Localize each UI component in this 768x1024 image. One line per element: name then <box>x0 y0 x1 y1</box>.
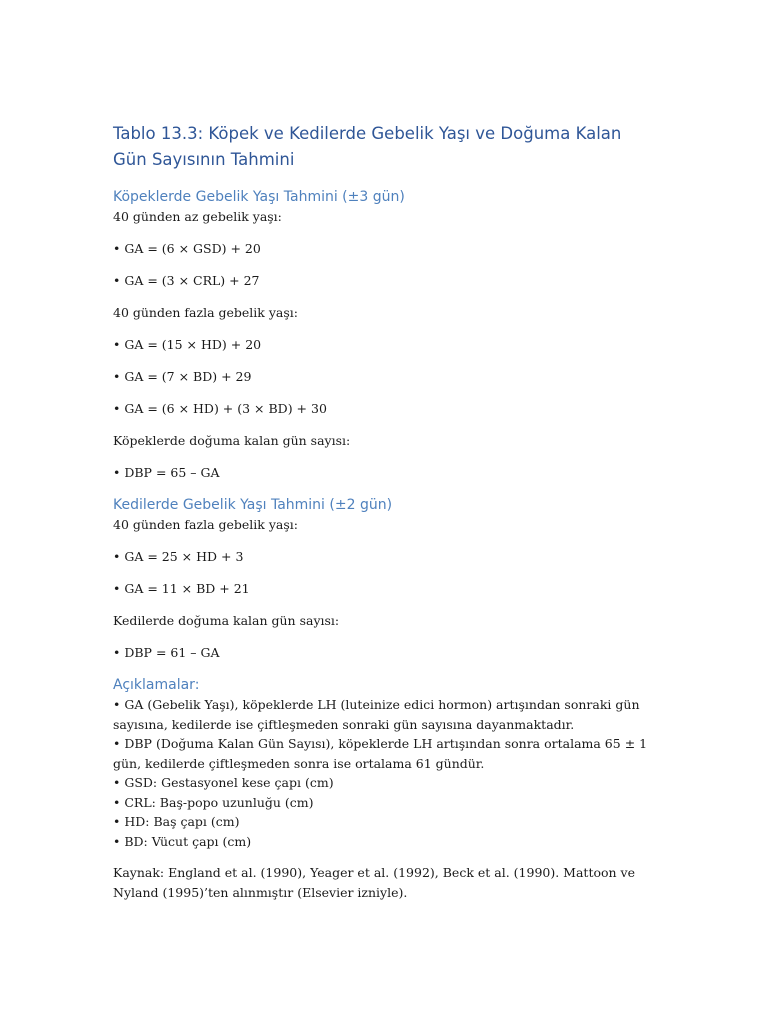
section-notes <box>113 675 653 851</box>
text-over-40-days-cats: 40 günden fazla gebelik yaşı: <box>113 517 298 532</box>
note-crl: • CRL: Baş-popo uzunluğu (cm) <box>113 794 314 810</box>
notes-list <box>113 695 653 851</box>
text-under-40-days: 40 günden az gebelik yaşı: <box>113 209 282 224</box>
note-bd: • BD: Vücut çapı (cm) <box>113 833 252 849</box>
section-dogs <box>113 187 653 483</box>
table-title: Tablo 13.3: Köpek ve Kedilerde Gebelik Yaşı ve Doğuma Kalan Gün Sayısının Tahmini <box>113 124 622 169</box>
section-heading-dogs: Köpeklerde Gebelik Yaşı Tahmini (±3 gün) <box>113 189 405 205</box>
formula-dbp-cats: • DBP = 61 – GA <box>113 645 220 660</box>
text-days-before-parturition-dogs: Köpeklerde doğuma kalan gün sayısı: <box>113 433 351 448</box>
text-days-before-parturition-cats: Kedilerde doğuma kalan gün sayısı: <box>113 613 340 628</box>
source-citation: Kaynak: England et al. (1990), Yeager et al. (1992), Beck et al. (1990). Mattoon ve Nyland (1995)’ten alınmıştır (Elsevier izniyle). <box>113 865 636 900</box>
formula-ga-bd: • GA = (7 × BD) + 29 <box>113 369 252 384</box>
formula-ga-gsd: • GA = (6 × GSD) + 20 <box>113 241 261 256</box>
formula-ga-hd-bd: • GA = (6 × HD) + (3 × BD) + 30 <box>113 401 327 416</box>
note-hd: • HD: Baş çapı (cm) <box>113 814 240 829</box>
notes-heading: Açıklamalar: <box>113 677 200 693</box>
note-gsd: • GSD: Gestasyonel kese çapı (cm) <box>113 775 334 790</box>
formula-ga-hd: • GA = (15 × HD) + 20 <box>113 337 262 352</box>
text-over-40-days: 40 günden fazla gebelik yaşı: <box>113 305 298 320</box>
section-heading-cats: Kedilerde Gebelik Yaşı Tahmini (±2 gün) <box>113 497 393 513</box>
formula-ga-hd-cats: • GA = 25 × HD + 3 <box>113 549 244 564</box>
formula-ga-bd-cats: • GA = 11 × BD + 21 <box>113 581 250 596</box>
document-page <box>113 121 653 902</box>
formula-dbp-dogs: • DBP = 65 – GA <box>113 465 220 480</box>
note-dbp: • DBP (Doğuma Kalan Gün Sayısı), köpeklerde LH artışından sonra ortalama 65 ± 1 gün, kedilerde çiftleşmeden sonra ise ortalama 61 gündür. <box>113 736 648 771</box>
note-ga: • GA (Gebelik Yaşı), köpeklerde LH (luteinize edici hormon) artışından sonraki gün sayısına, kedilerde ise çiftleşmeden sonraki gün sayısına dayanmaktadır. <box>113 697 640 732</box>
section-cats <box>113 495 653 663</box>
formula-ga-crl: • GA = (3 × CRL) + 27 <box>113 273 260 288</box>
